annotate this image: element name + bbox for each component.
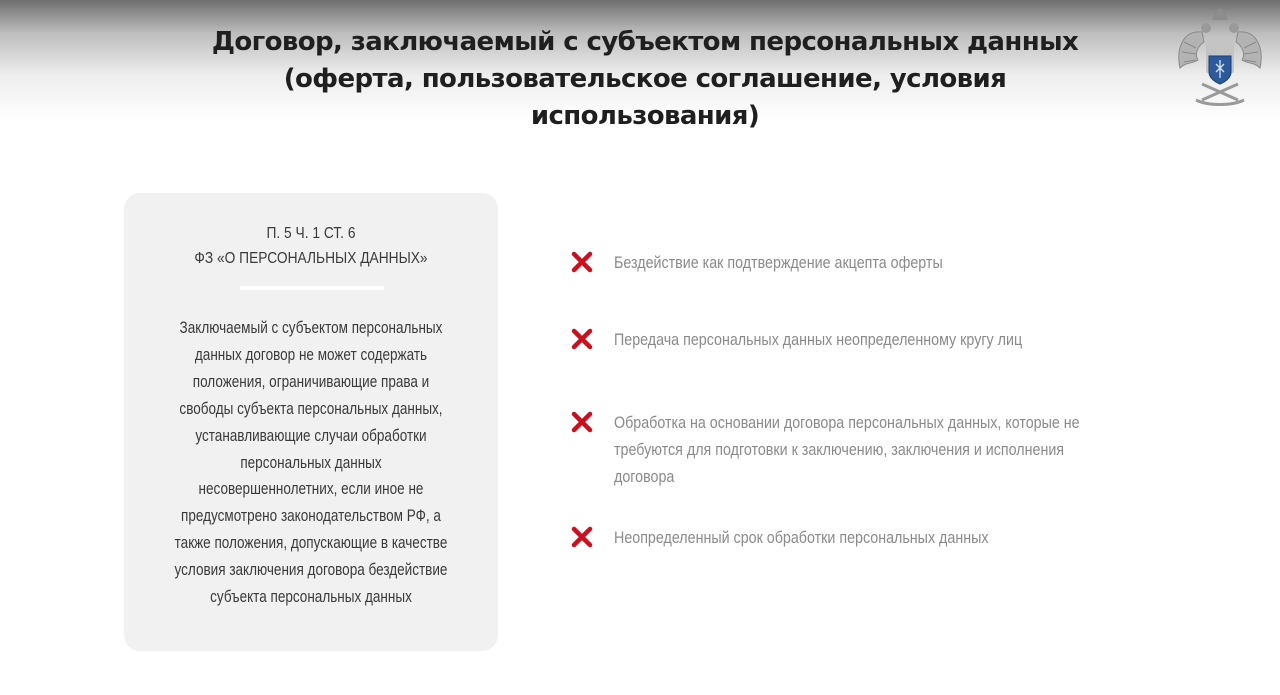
title-line-3: использования) xyxy=(530,101,760,131)
double-headed-eagle-emblem-icon xyxy=(1172,6,1268,110)
list-item-text xyxy=(614,409,1080,490)
list-item-line: требуются для подготовки к заключению, заключения и исполнения xyxy=(614,440,1065,459)
list-item-text xyxy=(614,249,943,276)
list-item-line: Обработка на основании договора персональных данных, которые не xyxy=(614,413,1080,432)
red-cross-icon xyxy=(570,250,594,274)
list-item xyxy=(570,326,1190,353)
list-item-line: Неопределенный срок обработки персональных данных xyxy=(614,528,989,547)
list-item-line: договора xyxy=(614,467,675,486)
card-text-line: условия заключения договора бездействие xyxy=(174,561,448,580)
red-cross-icon xyxy=(570,525,594,549)
law-article: П. 5 Ч. 1 СТ. 6 xyxy=(266,225,356,242)
title-line-1: Договор, заключаемый с субъектом персональных данных xyxy=(211,27,1079,57)
title-line-2: (оферта, пользовательское соглашение, условия xyxy=(283,64,1007,94)
card-text-line: предусмотрено законодательством РФ, а xyxy=(181,507,441,526)
list-item-text xyxy=(614,524,989,551)
red-cross-icon xyxy=(570,327,594,351)
list-item-line: Бездействие как подтверждение акцепта оферты xyxy=(614,253,943,272)
list-item-text xyxy=(614,326,1022,353)
card-text-line: Заключаемый с субъектом персональных xyxy=(179,319,443,337)
card-text-line: персональных данных xyxy=(240,453,382,472)
law-reference-text xyxy=(124,315,498,611)
list-item xyxy=(570,524,1190,551)
card-divider xyxy=(240,286,384,290)
list-item xyxy=(570,409,1190,490)
slide-title xyxy=(150,24,1140,135)
card-text-line: также положения, допускающие в качестве xyxy=(174,534,448,553)
card-text-line: свободы субъекта персональных данных, xyxy=(179,399,443,418)
law-reference-heading xyxy=(150,221,472,271)
list-item xyxy=(570,249,1190,276)
list-item-line: Передача персональных данных неопределенному кругу лиц xyxy=(614,330,1023,349)
card-text-line: субъекта персональных данных xyxy=(210,588,412,607)
red-cross-icon xyxy=(570,410,594,434)
card-text-line: несовершеннолетних, если иное не xyxy=(198,480,424,499)
law-name: ФЗ «О ПЕРСОНАЛЬНЫХ ДАННЫХ» xyxy=(194,250,428,267)
card-text-line: положения, ограничивающие права и xyxy=(192,372,430,391)
card-text-line: данных договор не может содержать xyxy=(194,345,428,364)
card-text-line: устанавливающие случаи обработки xyxy=(195,426,427,445)
law-reference-card xyxy=(124,193,498,651)
